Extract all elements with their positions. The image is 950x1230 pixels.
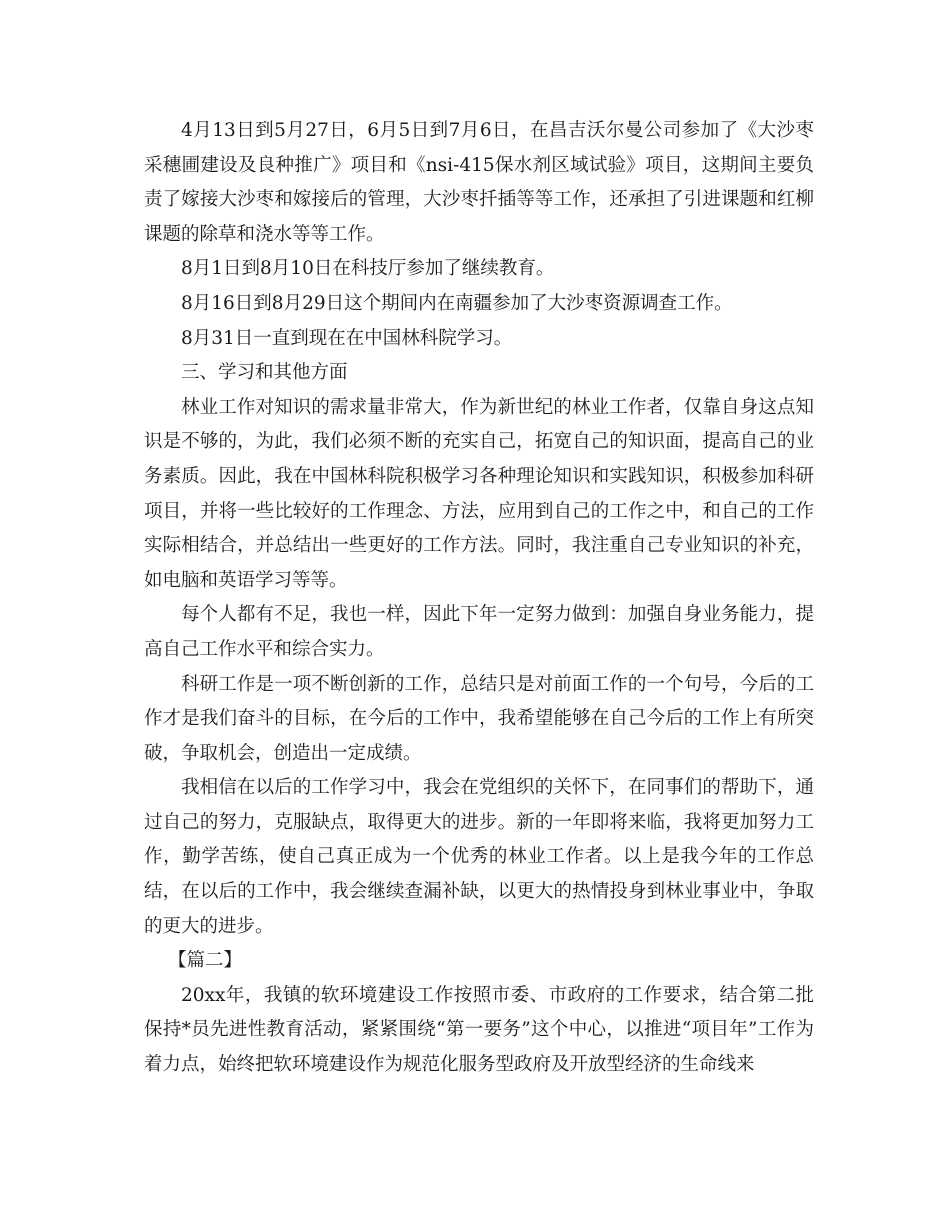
paragraph-shortcomings: 每个人都有不足，我也一样，因此下年一定努力做到：加强自身业务能力，提高自己工作水平和综合实力。 <box>144 604 814 660</box>
paragraph-knowledge: 林业工作对知识的需求量非常大，作为新世纪的林业工作者，仅靠自身这点知识是不够的，为此，我们必须不断的充实自己，拓宽自己的知识面，提高自己的业务素质。因此，我在中国林科院积极学习各种理论知识和实践知识，积极参加科研项目，并将一些比较好的工作理念、方法，应用到自己的工作之中，和自己的工作实际相结合，并总结出一些更好的工作方法。同时，我注重自己专业知识的补充，如电脑和英语学习等等。 <box>144 396 814 591</box>
paragraph-research-innovation: 科研工作是一项不断创新的工作，总结只是对前面工作的一个句号，今后的工作才是我们奋斗的目标，在今后的工作中，我希望能够在自己今后的工作上有所突破，争取机会，创造出一定成绩。 <box>144 673 814 764</box>
section-tag-part-two: 【篇二】 <box>168 950 243 972</box>
paragraph-continuing-education: 8月1日到8月10日在科技厅参加了继续教育。 <box>181 258 555 280</box>
paragraph-caf-study: 8月31日一直到现在在中国林科院学习。 <box>181 327 513 349</box>
paragraph-soft-environment: 20xx年，我镇的软环境建设工作按照市委、市政府的工作要求，结合第二批保持*员先进性教育活动，紧紧围绕“第一要务”这个中心，以推进“项目年”工作为着力点，始终把软环境建设作为规范化服务型政府及开放型经济的生命线来 <box>144 984 814 1076</box>
paragraph-resource-survey: 8月16日到8月29日这个期间内在南疆参加了大沙枣资源调查工作。 <box>181 292 733 314</box>
paragraph-projects: 4月13日到5月27日，6月5日到7月6日，在昌吉沃尔曼公司参加了《大沙枣采穗圃建设及良种推广》项目和《nsi-415保水剂区域试验》项目，这期间主要负责了嫁接大沙枣和嫁接后的管理，大沙枣扦插等等工作，还承担了引进课题和红柳课题的除草和浇水等等工作。 <box>144 120 814 245</box>
section-heading-study: 三、学习和其他方面 <box>181 362 348 384</box>
document-body <box>144 114 814 1083</box>
paragraph-conclusion: 我相信在以后的工作学习中，我会在党组织的关怀下，在同事们的帮助下，通过自己的努力，克服缺点，取得更大的进步。新的一年即将来临，我将更加努力工作，勤学苦练，使自己真正成为一个优秀的林业工作者。以上是我今年的工作总结，在以后的工作中，我会继续查漏补缺，以更大的热情投身到林业事业中，争取的更大的进步。 <box>144 777 814 937</box>
